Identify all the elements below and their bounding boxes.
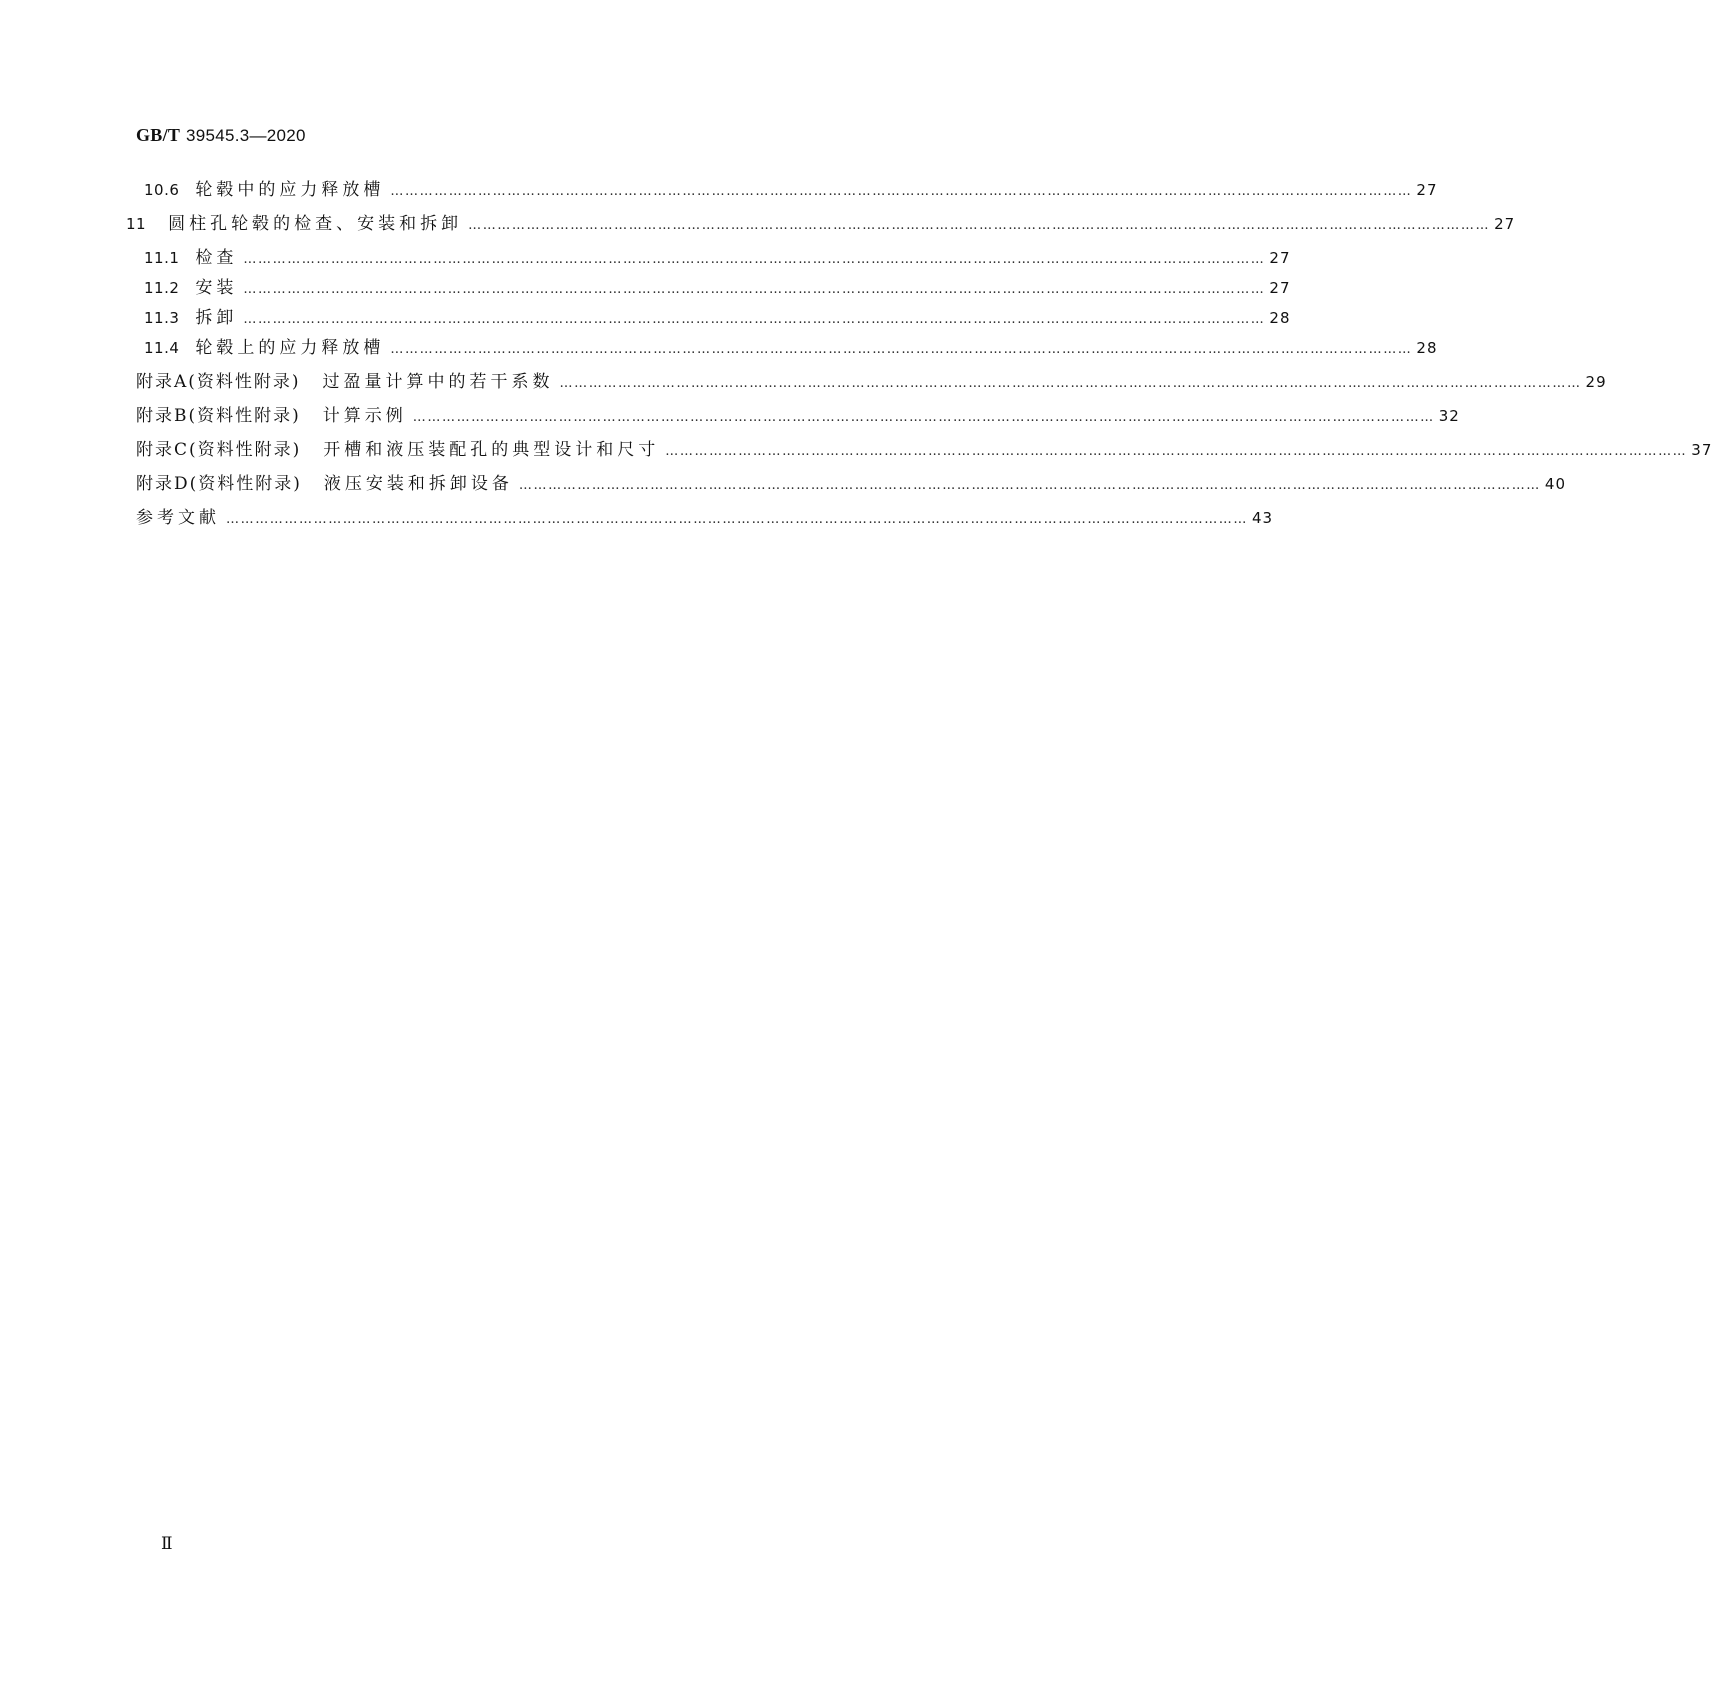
toc-entry-title: 安装 [195, 278, 238, 298]
toc-entry-annex-c[interactable] [136, 440, 1712, 462]
toc-entry-number: 11 [126, 215, 147, 233]
page-number-footer: Ⅱ [161, 1534, 173, 1554]
toc-entry-title: 过盈量计算中的若干系数 [322, 372, 554, 392]
toc-entry-page: 27 [1494, 215, 1516, 233]
toc-entry-title: 检查 [195, 248, 238, 268]
toc-entry-title: 参考文献 [136, 508, 220, 528]
standard-number: 39545.3—2020 [185, 126, 306, 145]
toc-entry-page: 37 [1691, 441, 1712, 459]
toc-entry-page: 32 [1438, 407, 1460, 425]
toc-entry-11-1[interactable] [144, 248, 1291, 270]
toc-entry-number: 11.3 [144, 309, 180, 327]
toc-entry-title: 开槽和液压装配孔的典型设计和尺寸 [323, 440, 660, 460]
toc-entry-number: 11.4 [144, 339, 180, 357]
toc-entry-number: 10.6 [144, 181, 180, 199]
toc-entry-title: 轮毂上的应力释放槽 [195, 338, 385, 358]
toc-annex-label: 附录D(资料性附录) [136, 474, 302, 494]
toc-entry-page: 29 [1585, 373, 1607, 391]
toc-entry-title: 轮毂中的应力释放槽 [195, 180, 385, 200]
toc-annex-label: 附录C(资料性附录) [136, 440, 302, 460]
toc-entry-page: 27 [1269, 279, 1291, 297]
toc-entry-number: 11.1 [144, 249, 180, 267]
toc-entry-page: 28 [1416, 339, 1438, 357]
toc-entry-references[interactable] [136, 508, 1274, 530]
toc-entry-title: 液压安装和拆卸设备 [323, 474, 513, 494]
toc-leader-dots: ………………………………………………………………………………………………………………………………………………………………………………………… [665, 444, 1688, 459]
toc-entry-page: 27 [1269, 249, 1291, 267]
toc-entry-title: 拆卸 [195, 308, 238, 328]
toc-entry-number: 11.2 [144, 279, 180, 297]
toc-leader-dots: ………………………………………………………………………………………………………………………………………………………………………………………… [412, 410, 1435, 425]
toc-leader-dots: ………………………………………………………………………………………………………………………………………………………………………………………… [468, 218, 1491, 233]
toc-entry-annex-d[interactable] [136, 474, 1566, 496]
toc-entry-page: 28 [1269, 309, 1291, 327]
standard-prefix: GB/T [136, 125, 181, 145]
toc-leader-dots: ………………………………………………………………………………………………………………………………………………………………………………………… [518, 478, 1541, 493]
toc-entry-annex-b[interactable] [136, 406, 1460, 428]
toc-entry-page: 27 [1416, 181, 1438, 199]
toc-entry-10-6[interactable] [144, 180, 1438, 202]
toc-annex-label: 附录B(资料性附录) [136, 406, 301, 426]
toc-leader-dots: ………………………………………………………………………………………………………………………………………………………………………………………… [243, 312, 1266, 327]
toc-leader-dots: ………………………………………………………………………………………………………………………………………………………………………………………… [243, 252, 1266, 267]
toc-entry-11-3[interactable] [144, 308, 1291, 330]
toc-entry-page: 40 [1544, 475, 1566, 493]
toc-entry-title: 圆柱孔轮毂的检查、安装和拆卸 [168, 214, 463, 234]
toc-entry-title: 计算示例 [322, 406, 407, 426]
toc-entry-page: 43 [1252, 509, 1274, 527]
toc-entry-11-4[interactable] [144, 338, 1438, 360]
toc-leader-dots: ………………………………………………………………………………………………………………………………………………………………………………………… [390, 342, 1413, 357]
toc-annex-label: 附录A(资料性附录) [136, 372, 301, 392]
document-header [136, 125, 306, 146]
toc-leader-dots: ………………………………………………………………………………………………………………………………………………………………………………………… [243, 282, 1266, 297]
toc-entry-annex-a[interactable] [136, 372, 1607, 394]
toc-leader-dots: ………………………………………………………………………………………………………………………………………………………………………………………… [390, 184, 1413, 199]
toc-entry-11-2[interactable] [144, 278, 1291, 300]
toc-leader-dots: ………………………………………………………………………………………………………………………………………………………………………………………… [559, 376, 1582, 391]
toc-leader-dots: ………………………………………………………………………………………………………………………………………………………………………………………… [226, 512, 1248, 527]
toc-entry-11[interactable] [126, 214, 1516, 236]
